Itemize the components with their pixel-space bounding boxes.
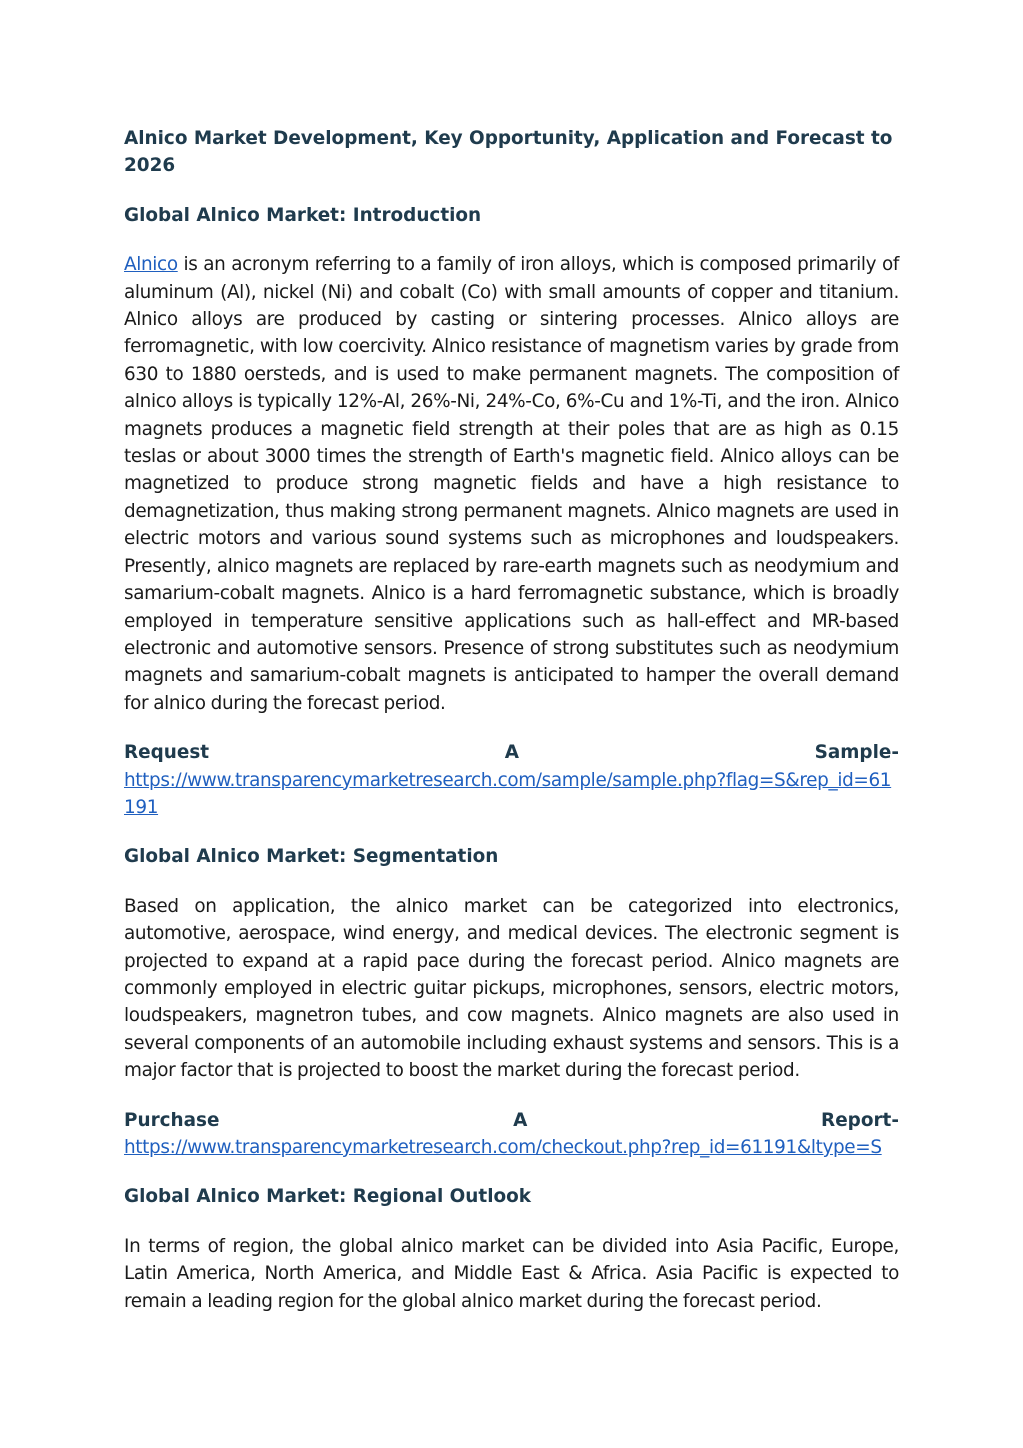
segmentation-paragraph: Based on application, the alnico market can be categorized into electronics, automotive, aerospace, wind energy, and medical devices. The electronic segment is projected to expand at a rapid pace during the forecast period. Alnico magnets are commonly employed in electric guitar pickups, microphones, sensors, electric motors, loudspeakers, magnetron tubes, and cow magnets. Alnico magnets are also used in several components of an automobile including exhaust systems and sensors. This is a major factor that is projected to boost the market during the forecast period. — [124, 895, 899, 1082]
purchase-cta-label — [124, 1107, 899, 1134]
sample-cta — [124, 739, 899, 821]
intro-paragraph — [124, 251, 899, 717]
document-title: Alnico Market Development, Key Opportunity, Application and Forecast to 2026 — [124, 128, 893, 177]
intro-body-text: is an acronym referring to a family of iron alloys, which is composed primarily of aluminum (Al), nickel (Ni) and cobalt (Co) with small amounts of copper and titanium. Alnico alloys are produced by casting or sintering processes. Alnico alloys are ferromagnetic, with low coercivity. Alnico resistance of magnetism varies by grade from 630 to 1880 oersteds, and is used to make permanent magnets. The composition of alnico alloys is typically 12%-Al, 26%-Ni, 24%-Co, 6%-Cu and 1%-Ti, and the iron. Alnico magnets produces a magnetic field strength at their poles that are as high as 0.15 teslas or about 3000 times the strength of Earth's magnetic field. Alnico alloys can be magnetized to produce strong magnetic fields and have a high resistance to demagnetization, thus making strong permanent magnets. Alnico magnets are used in electric motors and various sound systems such as microphones and loudspeakers. Presently, alnico magnets are replaced by rare-earth magnets such as neodymium and samarium-cobalt magnets. Alnico is a hard ferromagnetic substance, which is broadly employed in temperature sensitive applications such as hall-effect and MR-based electronic and automotive sensors. Presence of strong substitutes such as neodymium magnets and samarium-cobalt magnets is anticipated to hamper the overall demand for alnico during the forecast period. — [124, 254, 900, 714]
sample-request-link[interactable]: https://www.transparencymarketresearch.com/sample/sample.php?flag=S&rep_id=61191 — [124, 769, 892, 818]
segmentation-heading: Global Alnico Market: Segmentation — [124, 846, 499, 868]
purchase-cta-word-report: Report- — [821, 1109, 899, 1131]
regional-paragraph: In terms of region, the global alnico market can be divided into Asia Pacific, Europe, Latin America, North America, and Middle East & Africa. Asia Pacific is expected to remain a leading region for the global alnico market during the forecast period. — [124, 1235, 899, 1312]
sample-cta-label — [124, 739, 899, 766]
purchase-cta-word-purchase: Purchase — [124, 1109, 220, 1131]
purchase-report-link[interactable]: https://www.transparencymarketresearch.com/checkout.php?rep_id=61191&ltype=S — [124, 1137, 882, 1158]
sample-cta-word-a: A — [504, 742, 519, 764]
regional-heading: Global Alnico Market: Regional Outlook — [124, 1186, 531, 1208]
intro-heading: Global Alnico Market: Introduction — [124, 204, 482, 226]
purchase-cta-word-a: A — [513, 1109, 528, 1131]
sample-cta-word-request: Request — [124, 742, 210, 764]
document-page — [124, 125, 899, 1315]
alnico-link[interactable]: Alnico — [124, 254, 178, 276]
sample-cta-word-sample: Sample- — [814, 742, 899, 764]
purchase-cta — [124, 1107, 899, 1162]
